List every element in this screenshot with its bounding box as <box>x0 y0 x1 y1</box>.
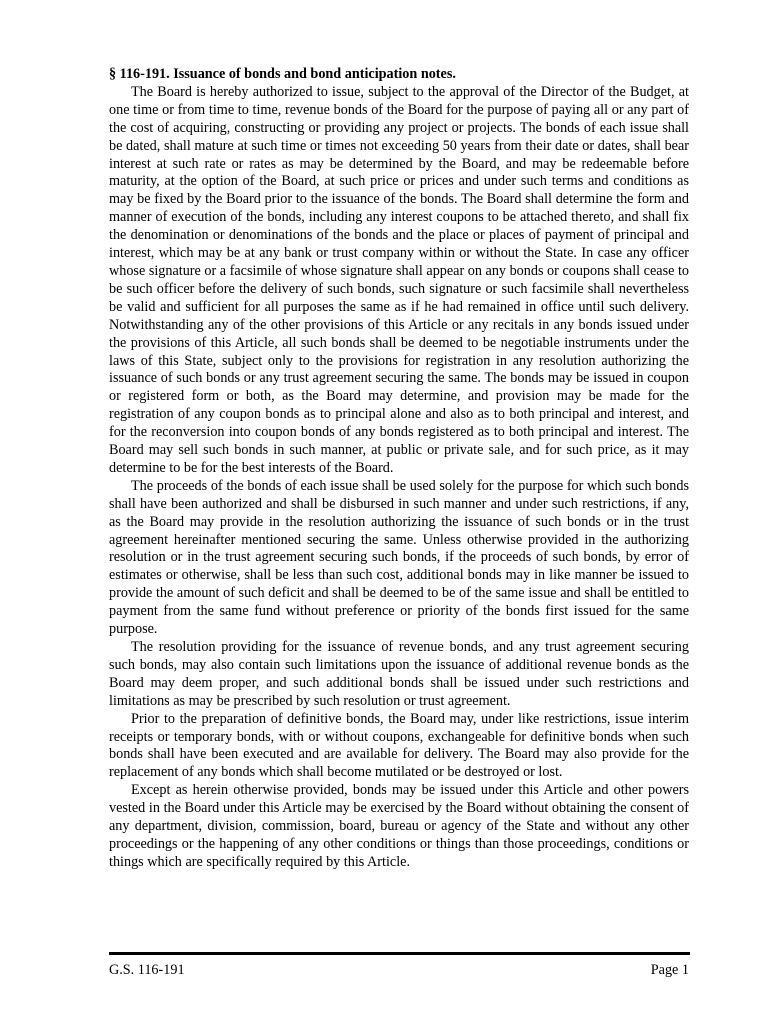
paragraph-bond-authorization: The Board is hereby authorized to issue, subject to the approval of the Director of the Budget, at one time or from time to time, revenue bonds of the Board for the purpose of paying all or any part of the cost of acquiring, constructing or providing any project or projects. The bonds of each issue shall be dated, shall mature at such time or times not exceeding 50 years from their date or dates, shall bear interest at such rate or rates as may be determined by the Board, and may be redeemable before maturity, at the option of the Board, at such price or prices and under such terms and conditions as may be fixed by the Board prior to the issuance of the bonds. The Board shall determine the form and manner of execution of the bonds, including any interest coupons to be attached thereto, and shall fix the denomination or denominations of the bonds and the place or places of payment of principal and interest, which may be at any bank or trust company within or without the State. In case any officer whose signature or a facsimile of whose signature shall appear on any bonds or coupons shall cease to be such officer before the delivery of such bonds, such signature or such facsimile shall nevertheless be valid and sufficient for all purposes the same as if he had remained in office until such delivery. Notwithstanding any of the other provisions of this Article or any recitals in any bonds issued under the provisions of this Article, all such bonds shall be deemed to be negotiable instruments under the laws of this State, subject only to the provisions for registration in any resolution authorizing the issuance of such bonds or any trust agreement securing the same. The bonds may be issued in coupon or registered form or both, as the Board may determine, and provision may be made for the registration of any coupon bonds as to principal alone and also as to both principal and interest, and for the reconversion into coupon bonds of any bonds registered as to both principal and interest. The Board may sell such bonds in such manner, at public or private sale, and for such price, as it may determine to be for the best interests of the Board. <box>109 83 689 476</box>
section-heading: § 116-191. Issuance of bonds and bond anticipation notes. <box>109 66 456 82</box>
paragraph-interim-receipts: Prior to the preparation of definitive bonds, the Board may, under like restrictions, issue interim receipts or temporary bonds, with or without coupons, exchangeable for definitive bonds when such bonds shall have been executed and are available for delivery. The Board may also provide for the replacement of any bonds which shall become mutilated or be destroyed or lost. <box>109 710 689 781</box>
paragraph-additional-bonds: The resolution providing for the issuance of revenue bonds, and any trust agreement securing such bonds, may also contain such limitations upon the issuance of additional revenue bonds as the Board may deem proper, and such additional bonds shall be issued under such restrictions and limitations as may be prescribed by such resolution or trust agreement. <box>109 639 689 709</box>
footer-divider <box>109 952 690 955</box>
paragraph-bond-proceeds: The proceeds of the bonds of each issue shall be used solely for the purpose for which such bonds shall have been authorized and shall be disbursed in such manner and under such restrictions, if any, as the Board may provide in the resolution authorizing the issuance of such bonds or in the trust agreement hereinafter mentioned securing the same. Unless otherwise provided in the authorizing resolution or in the trust agreement securing such bonds, if the proceeds of such bonds, by error of estimates or otherwise, shall be less than such cost, additional bonds may in like manner be issued to provide the amount of such deficit and shall be deemed to be of the same issue and shall be entitled to payment from the same fund without preference or priority of the bonds first issued for the same purpose. <box>109 477 689 638</box>
document-body <box>109 66 689 872</box>
paragraph-no-consent-required: Except as herein otherwise provided, bonds may be issued under this Article and other powers vested in the Board under this Article may be exercised by the Board without obtaining the consent of any department, division, commission, board, bureau or agency of the State and without any other proceedings or the happening of any other conditions or things than those proceedings, conditions or things which are specifically required by this Article. <box>109 782 689 870</box>
footer-citation: G.S. 116-191 <box>109 962 185 978</box>
footer-page-number: Page 1 <box>650 962 689 978</box>
